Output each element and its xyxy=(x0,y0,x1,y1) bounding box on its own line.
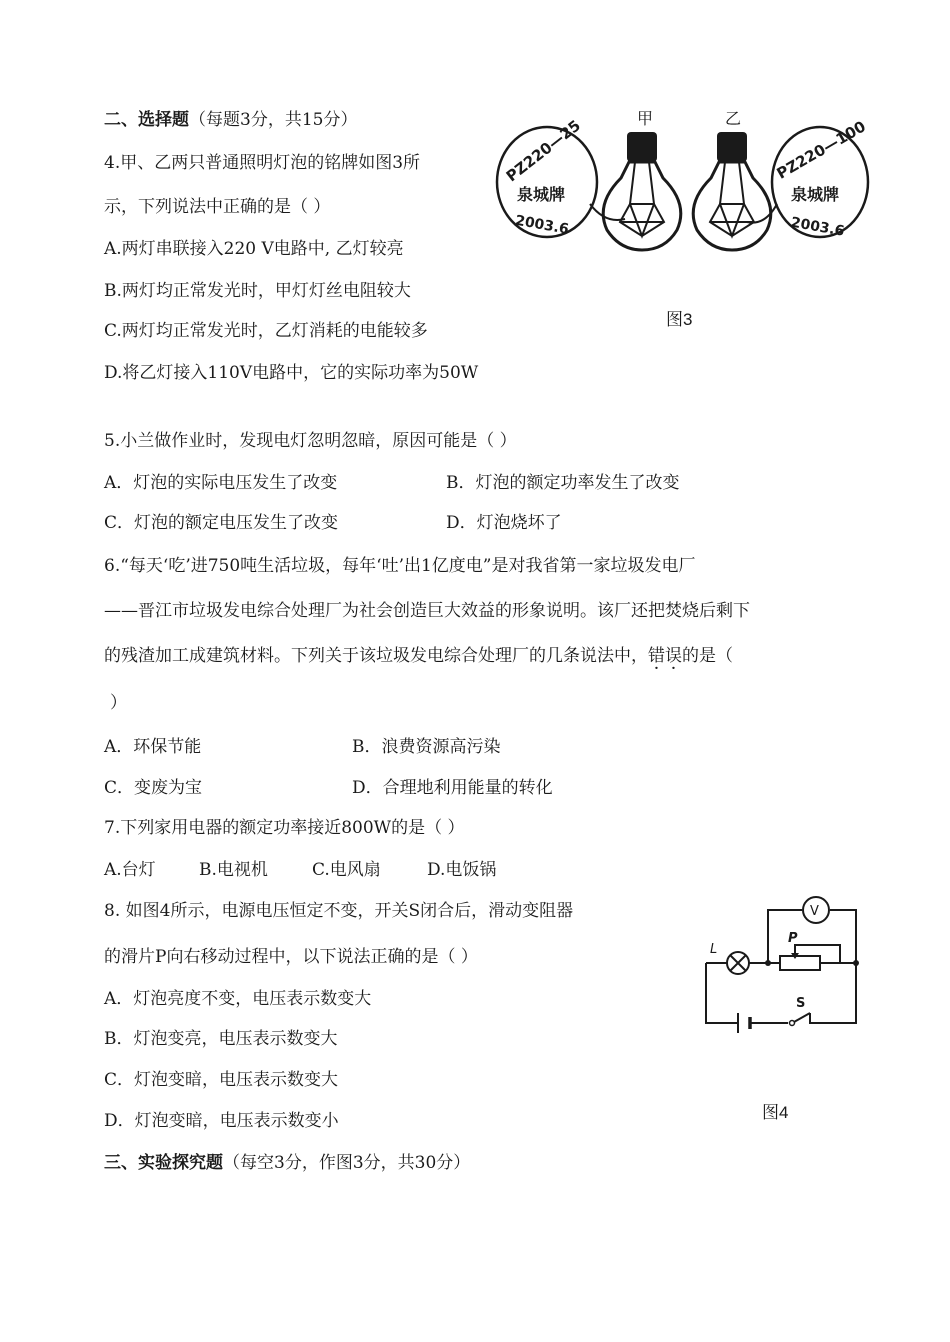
figure-4-circuit xyxy=(700,895,870,1045)
q7-option-c: C.电风扇 xyxy=(312,860,381,880)
q5-option-a: A．灯泡的实际电压发生了改变 xyxy=(104,473,338,493)
left-plate-brand: 泉城牌 xyxy=(517,185,566,204)
left-plate-model: PZ220—25 xyxy=(502,116,585,186)
section-2-title: 二、选择题 xyxy=(104,110,189,130)
right-plate-date: 2003.6 xyxy=(789,214,846,240)
bulb-jia-icon xyxy=(603,132,681,250)
bulb-yi-label: 乙 xyxy=(725,109,742,128)
q8-option-a: A．灯泡亮度不变，电压表示数变大 xyxy=(104,989,372,1009)
switch-icon xyxy=(790,1013,811,1026)
q7-stem: 7.下列家用电器的额定功率接近800W的是（ ） xyxy=(104,818,465,838)
q6-stem-line4: ） xyxy=(110,693,127,713)
bulb-yi-icon xyxy=(693,132,771,250)
section-3-title: 三、实验探究题 xyxy=(104,1153,223,1173)
q4-option-c: C.两灯均正常发光时，乙灯消耗的电能较多 xyxy=(104,321,428,341)
section-3-note: （每空3分，作图3分，共30分） xyxy=(223,1153,471,1173)
switch-label: S xyxy=(796,996,806,1011)
lamp-icon xyxy=(727,952,749,974)
q6-line3-post: 的是（ xyxy=(682,646,733,666)
q4-stem-line1: 4.甲、乙两只普通照明灯泡的铭牌如图3所 xyxy=(104,153,421,173)
lamp-label: L xyxy=(710,942,718,957)
q6-stem-line2: ——晋江市垃圾发电综合处理厂为社会创造巨大效益的形象说明。该厂还把焚烧后剩下 xyxy=(104,601,750,621)
q6-stem-line1: 6.“每天‘吃’进750吨生活垃圾，每年‘吐’出1亿度电”是对我省第一家垃圾发电厂 xyxy=(104,556,696,576)
q4-option-d: D.将乙灯接入110V电路中，它的实际功率为50W xyxy=(104,363,479,383)
section-3-heading xyxy=(104,1152,470,1174)
q6-emphasis-wu: 误 xyxy=(665,646,682,666)
voltmeter-label: V xyxy=(810,904,819,919)
right-plate-model: PZ220—100 xyxy=(773,117,869,183)
q5-option-d: D．灯泡烧坏了 xyxy=(446,513,562,533)
figure-4-caption: 图4 xyxy=(762,1103,789,1122)
q6-option-c: C．变废为宝 xyxy=(104,778,203,798)
q4-option-a: A.两灯串联接入220 V电路中, 乙灯较亮 xyxy=(104,239,404,259)
q7-option-a: A.台灯 xyxy=(104,860,156,880)
q5-option-b: B．灯泡的额定功率发生了改变 xyxy=(446,473,680,493)
figure-3-bulbs xyxy=(495,104,875,254)
q8-stem-line1: 8. 如图4所示，电源电压恒定不变，开关S闭合后，滑动变阻器 xyxy=(104,901,574,921)
q6-stem-line3 xyxy=(104,645,733,667)
q8-option-c: C．灯泡变暗，电压表示数变大 xyxy=(104,1070,339,1090)
right-plate-brand: 泉城牌 xyxy=(791,185,840,204)
bulb-jia-label: 甲 xyxy=(637,109,654,128)
q6-option-a: A．环保节能 xyxy=(104,737,202,757)
slider-label: P xyxy=(788,931,798,946)
q8-option-b: B．灯泡变亮，电压表示数变大 xyxy=(104,1029,338,1049)
q6-line3-pre: 的残渣加工成建筑材料。下列关于该垃圾发电综合处理厂的几条说法中， xyxy=(104,646,648,666)
q5-option-c: C．灯泡的额定电压发生了改变 xyxy=(104,513,339,533)
voltmeter-icon xyxy=(803,897,829,923)
figure-3-caption: 图3 xyxy=(666,310,693,329)
q5-stem: 5.小兰做作业时，发现电灯忽明忽暗，原因可能是（ ） xyxy=(104,431,517,451)
q8-option-d: D．灯泡变暗，电压表示数变小 xyxy=(104,1111,339,1131)
q4-stem-line2: 示，下列说法中正确的是（ ） xyxy=(104,197,331,217)
q4-option-b: B.两灯均正常发光时，甲灯灯丝电阻较大 xyxy=(104,281,411,301)
rheostat-icon xyxy=(780,956,820,970)
q7-option-d: D.电饭锅 xyxy=(427,860,497,880)
q6-option-b: B．浪费资源高污染 xyxy=(352,737,501,757)
section-2-note: （每题3分，共15分） xyxy=(189,110,358,130)
q6-option-d: D．合理地利用能量的转化 xyxy=(352,778,553,798)
q6-emphasis-cuo: 错 xyxy=(648,646,665,666)
left-plate-date: 2003.6 xyxy=(513,212,570,238)
section-2-heading xyxy=(104,109,357,131)
battery-icon xyxy=(738,1013,758,1033)
q7-option-b: B.电视机 xyxy=(199,860,268,880)
q8-stem-line2: 的滑片P向右移动过程中，以下说法正确的是（ ） xyxy=(104,947,478,967)
